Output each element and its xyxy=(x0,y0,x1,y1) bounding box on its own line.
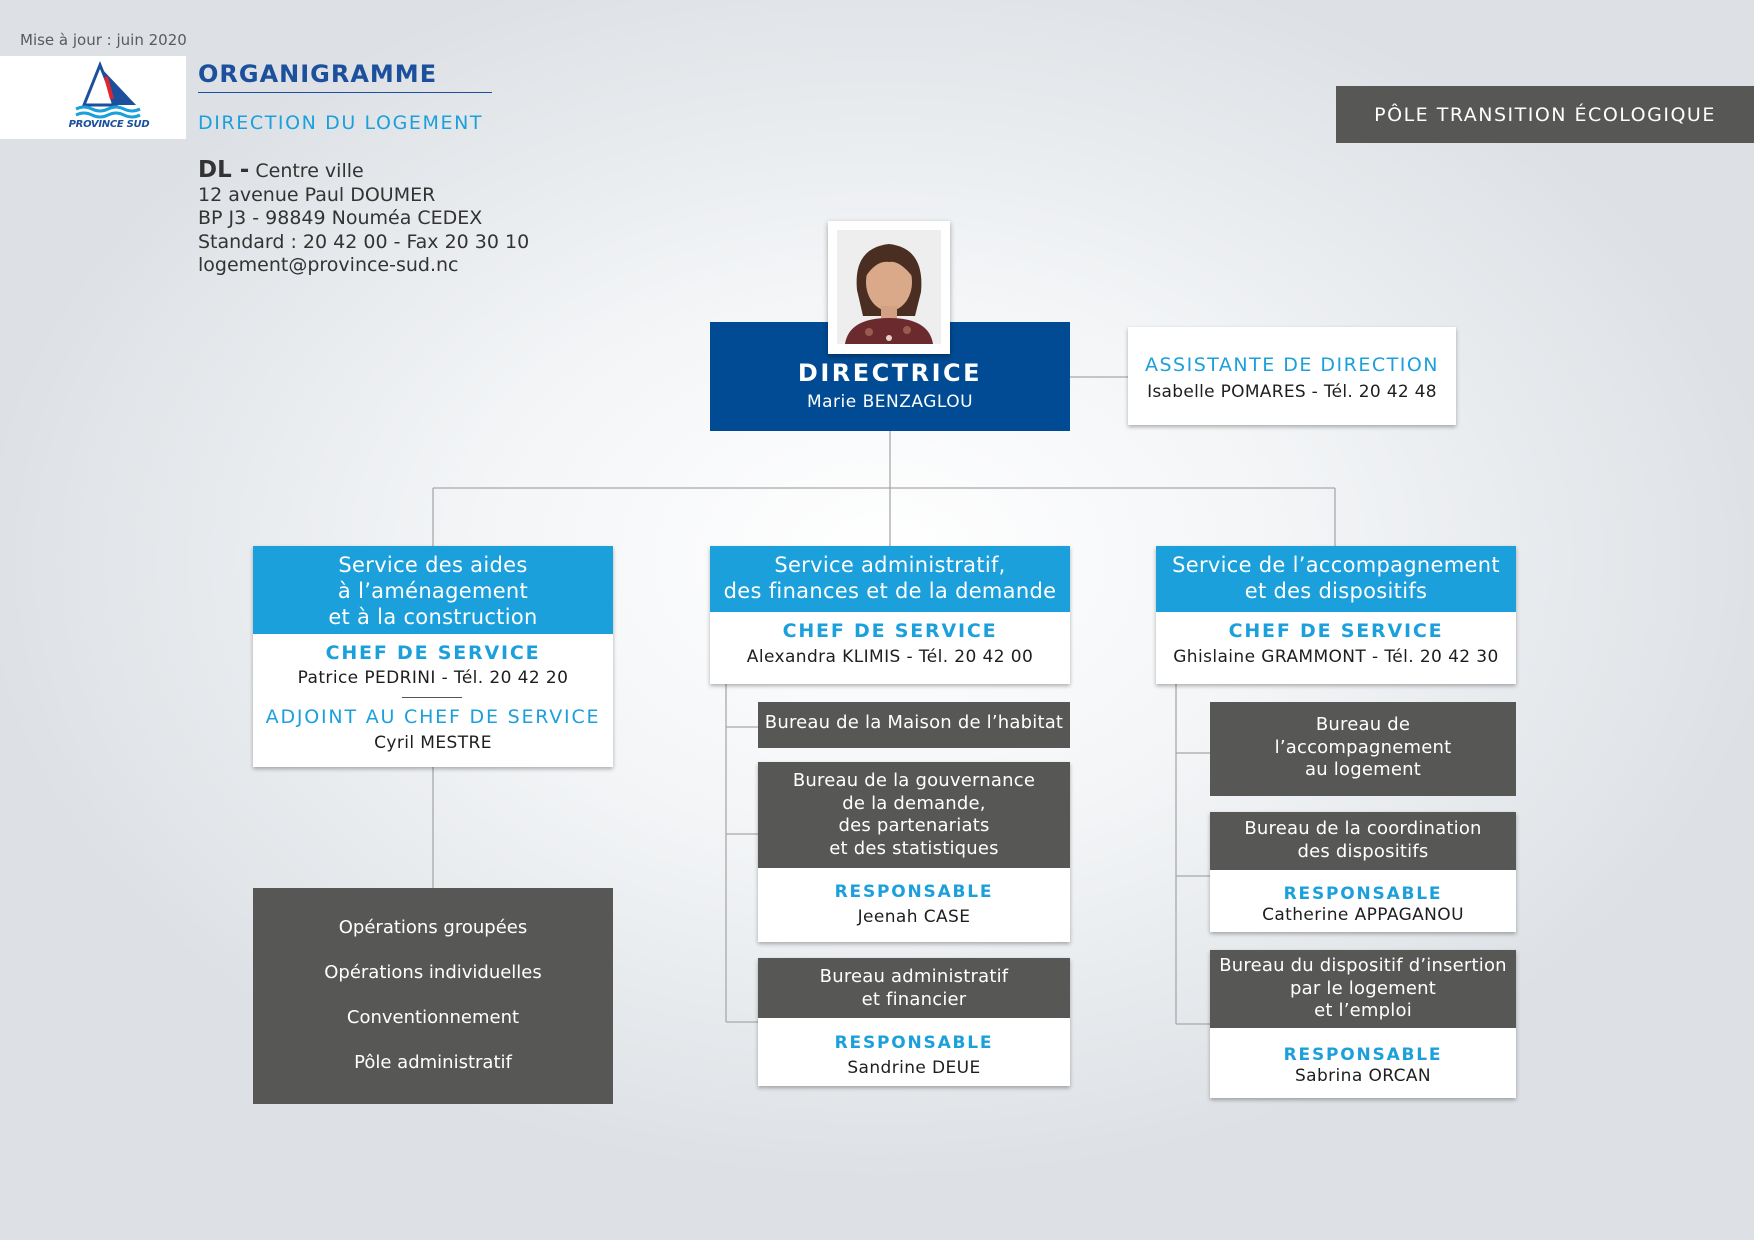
bureau-gouvernance xyxy=(758,762,1070,942)
chief-role: CHEF DE SERVICE xyxy=(782,620,998,642)
service-name xyxy=(1156,546,1516,612)
bureau-administratif-financier xyxy=(758,958,1070,1086)
assistant-box xyxy=(1128,327,1456,425)
responsable-name: Catherine APPAGANOU xyxy=(1262,905,1464,925)
service-name xyxy=(710,546,1070,612)
portrait-icon xyxy=(837,230,941,344)
bureau-name-line: de la demande, xyxy=(842,792,986,814)
chief-name: Patrice PEDRINI - Tél. 20 42 20 xyxy=(297,668,569,688)
service-name-line: Service de l’accompagnement xyxy=(1172,553,1500,577)
update-date: Mise à jour : juin 2020 xyxy=(20,31,187,49)
director-name: Marie BENZAGLOU xyxy=(806,392,974,412)
list-item: Opérations groupées xyxy=(338,917,528,938)
service-name-line: et à la construction xyxy=(328,605,538,629)
operations-list xyxy=(253,888,613,1104)
pole-badge: PÔLE TRANSITION ÉCOLOGIQUE xyxy=(1336,86,1754,143)
deputy-name: Cyril MESTRE xyxy=(374,733,492,753)
list-item: Conventionnement xyxy=(346,1007,520,1028)
chief-name: Ghislaine GRAMMONT - Tél. 20 42 30 xyxy=(1173,647,1499,667)
list-item: Pôle administratif xyxy=(354,1052,512,1073)
service-card-administratif xyxy=(710,546,1070,684)
service-name-line: et des dispositifs xyxy=(1244,579,1428,603)
bureau-name-line: Bureau administratif xyxy=(819,966,1009,987)
deputy-role: ADJOINT AU CHEF DE SERVICE xyxy=(265,706,601,728)
bureau-name-line: par le logement xyxy=(1290,977,1436,999)
title-underline xyxy=(198,92,492,93)
separator xyxy=(402,697,462,698)
chief-role: CHEF DE SERVICE xyxy=(325,642,541,664)
service-name-line: des finances et de la demande xyxy=(723,579,1057,603)
address-site: Centre ville xyxy=(255,160,364,182)
bureau-name xyxy=(1210,812,1516,870)
chief-role: CHEF DE SERVICE xyxy=(1228,620,1444,642)
bureau-name-line: des partenariats xyxy=(838,815,990,836)
bureau-name-line: et financier xyxy=(861,988,967,1010)
service-name-line: Service administratif, xyxy=(774,553,1006,577)
chief-name: Alexandra KLIMIS - Tél. 20 42 00 xyxy=(746,647,1034,667)
bureau-name-line: Bureau du dispositif d’insertion xyxy=(1219,955,1507,976)
service-card-amenagement xyxy=(253,546,613,767)
bureau-name-line: l’accompagnement xyxy=(1274,736,1452,758)
page-title: ORGANIGRAMME xyxy=(198,60,438,88)
service-name-line: Service des aides xyxy=(338,553,528,577)
address-phone: Standard : 20 42 00 - Fax 20 30 10 xyxy=(198,230,530,253)
service-name-line: à l’aménagement xyxy=(337,579,529,603)
service-card-accompagnement xyxy=(1156,546,1516,684)
bureau-name: Bureau de la Maison de l’habitat xyxy=(764,712,1064,733)
bureau-name-line: au logement xyxy=(1305,759,1421,780)
address-block xyxy=(198,159,529,278)
responsable-role: RESPONSABLE xyxy=(834,882,994,902)
address-code: DL - xyxy=(198,157,250,183)
responsable-name: Jeenah CASE xyxy=(857,907,971,927)
bureau-name-line: des dispositifs xyxy=(1297,840,1429,862)
assistant-name: Isabelle POMARES - Tél. 20 42 48 xyxy=(1147,382,1437,402)
logo-text: PROVINCE SUD xyxy=(68,119,150,130)
director-photo xyxy=(828,221,950,354)
bureau-name-line: et l’emploi xyxy=(1314,1000,1412,1021)
bureau-dispositif-insertion xyxy=(1210,950,1516,1098)
address-postal: BP J3 - 98849 Nouméa CEDEX xyxy=(198,207,483,229)
responsable-role: RESPONSABLE xyxy=(1283,1045,1443,1065)
bureau-coordination-dispositifs xyxy=(1210,812,1516,932)
bureau-name xyxy=(1210,702,1516,782)
responsable-name: Sandrine DEUE xyxy=(847,1058,981,1078)
bureau-name xyxy=(758,958,1070,1018)
bureau-name xyxy=(758,762,1070,868)
province-sud-logo xyxy=(0,56,186,139)
service-name xyxy=(253,546,613,634)
bureau-name-line: Bureau de xyxy=(1315,714,1411,735)
bureau-name-line: Bureau de la coordination xyxy=(1244,818,1482,839)
bureau-maison-habitat xyxy=(758,702,1070,748)
list-item: Opérations individuelles xyxy=(324,962,542,983)
address-email: logement@province-sud.nc xyxy=(198,254,459,276)
bureau-name-line: et des statistiques xyxy=(829,837,999,859)
address-street: 12 avenue Paul DOUMER xyxy=(198,183,436,206)
bureau-name xyxy=(1210,950,1516,1028)
bureau-name-line: Bureau de la gouvernance xyxy=(792,770,1036,791)
responsable-name: Sabrina ORCAN xyxy=(1294,1066,1432,1086)
page-subtitle: DIRECTION DU LOGEMENT xyxy=(198,112,484,134)
responsable-role: RESPONSABLE xyxy=(834,1033,994,1053)
sail-logo-icon xyxy=(72,61,152,121)
responsable-role: RESPONSABLE xyxy=(1283,884,1443,904)
director-title: DIRECTRICE xyxy=(797,359,983,387)
assistant-title: ASSISTANTE DE DIRECTION xyxy=(1144,354,1440,376)
bureau-accompagnement-logement xyxy=(1210,702,1516,796)
